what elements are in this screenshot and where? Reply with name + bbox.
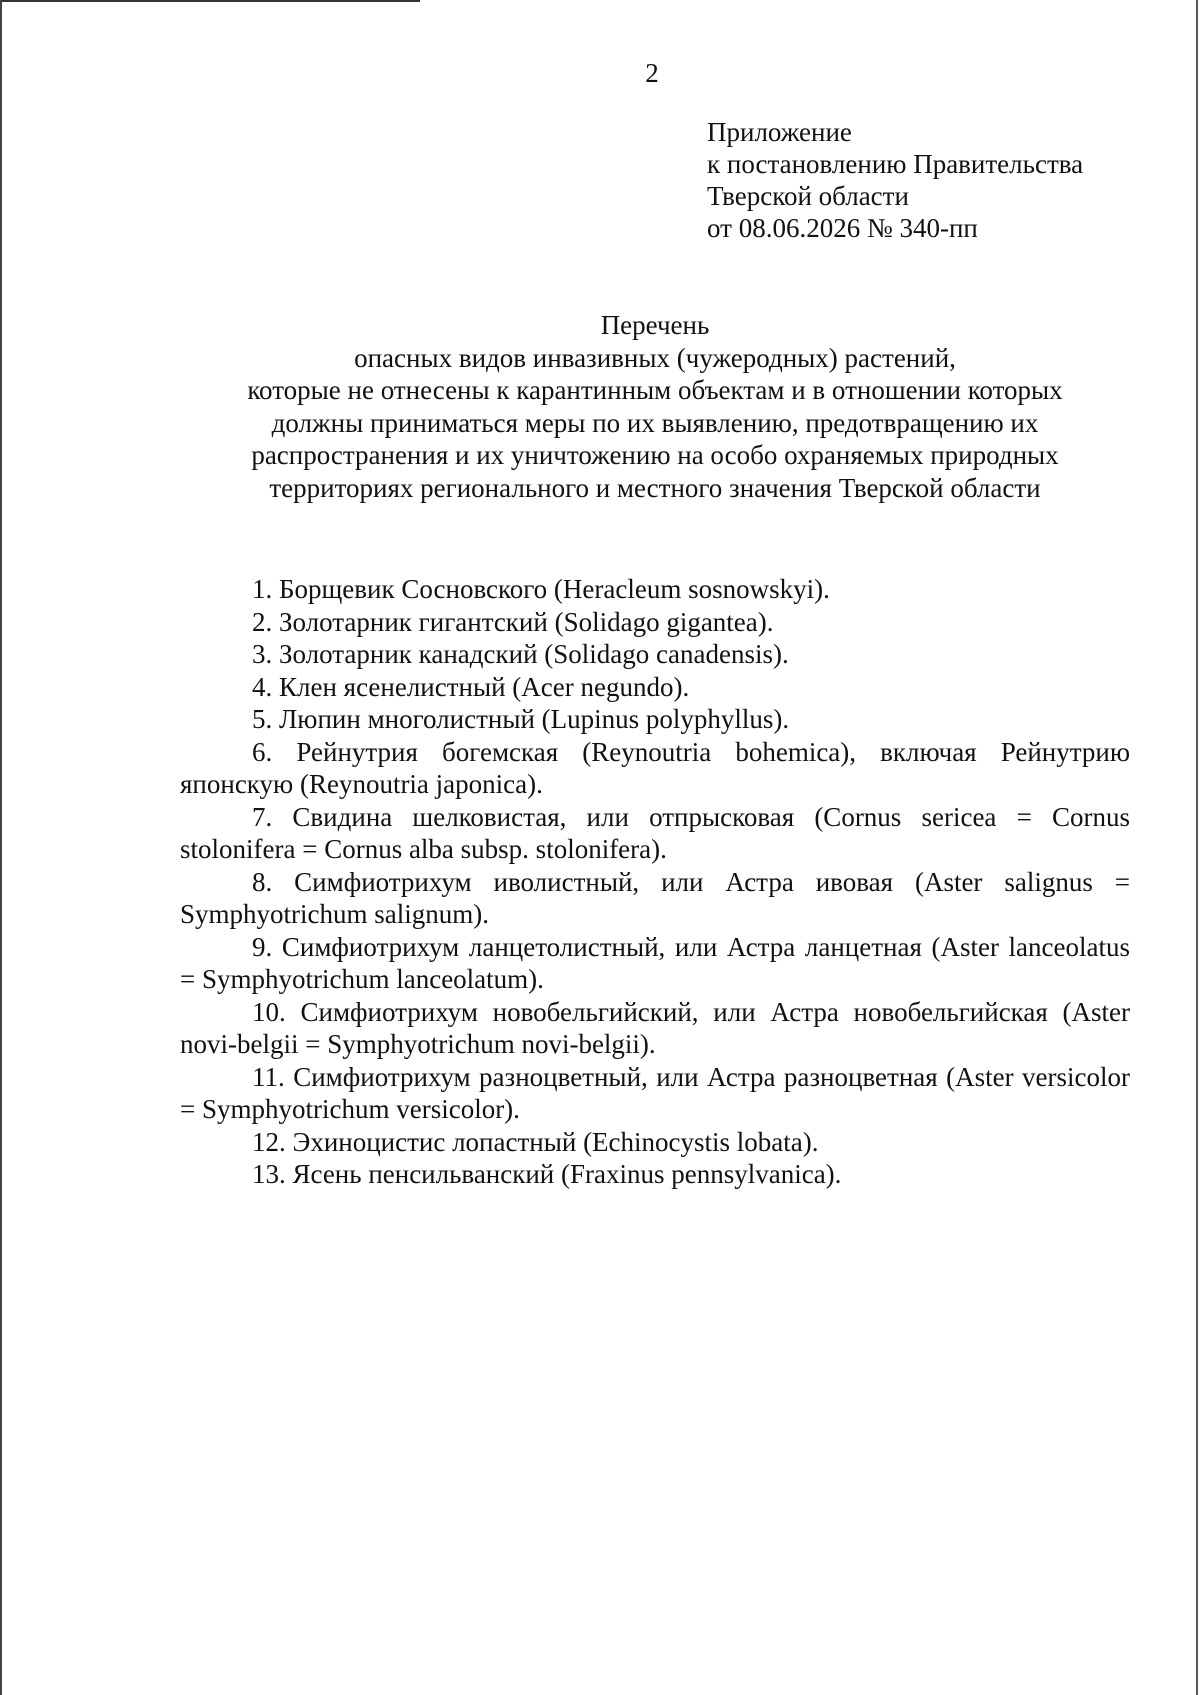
item-text: Ясень пенсильванский (Fraxinus pennsylvanica). (292, 1159, 842, 1189)
item-text: Клен ясенелистный (Acer negundo). (279, 671, 690, 702)
item-number: 13. (252, 1159, 286, 1189)
item-number: 10. (252, 996, 286, 1027)
item-text: Люпин многолистный (Lupinus polyphyllus). (279, 704, 790, 734)
item-number: 2. (252, 606, 273, 637)
document-heading (180, 309, 1130, 504)
list-item (180, 996, 1130, 1061)
appendix-block (707, 116, 1083, 244)
list-item (180, 638, 1130, 671)
item-number: 4. (252, 671, 273, 702)
scan-edge-top (0, 0, 420, 2)
item-text: Симфиотрихум новобельгийский, или Астра новобельгийская (Aster novi-belgii = Symphyotrichum novi-belgii). (180, 996, 1131, 1059)
heading-line: должны приниматься меры по их выявлению, предотвращению их (271, 407, 1039, 438)
list-item (180, 573, 1130, 606)
scan-edge-right (1196, 0, 1198, 1695)
appendix-line: к постановлению Правительства (707, 149, 1084, 179)
item-number: 8. (252, 866, 273, 897)
appendix-line: Приложение (707, 117, 852, 147)
list-item (180, 1061, 1130, 1126)
item-number: 7. (252, 801, 273, 832)
item-text: Свидина шелковистая, или отпрысковая (Cornus sericea = Cornus stolonifera = Cornus alba subsp. stolonifera). (180, 801, 1130, 864)
heading-line: распространения и их уничтожению на особо охраняемых природных (251, 440, 1059, 470)
appendix-line: от 08.06.2026 № 340-пп (707, 213, 978, 243)
item-number: 12. (252, 1126, 286, 1157)
item-text: Симфиотрихум иволистный, или Астра ивовая (Aster salignus = Symphyotrichum salignum). (180, 866, 1130, 929)
species-list (180, 573, 1130, 1191)
item-number: 11. (252, 1061, 285, 1092)
heading-line: опасных видов инвазивных (чужеродных) растений, (354, 342, 956, 373)
scan-edge-left (0, 0, 2, 1695)
list-item (180, 736, 1130, 801)
list-item (180, 1126, 1130, 1159)
item-text: Симфиотрихум разноцветный, или Астра разноцветная (Aster versicolor = Symphyotrichum versicolor). (180, 1061, 1131, 1124)
list-item (180, 1158, 1130, 1191)
appendix-line: Тверской области (707, 181, 909, 211)
page-number: 2 (645, 58, 659, 88)
item-number: 9. (252, 931, 273, 962)
list-item (180, 703, 1130, 736)
list-item (180, 801, 1130, 866)
item-number: 5. (252, 704, 273, 734)
item-number: 6. (252, 736, 273, 767)
heading-line: территориях регионального и местного значения Тверской области (269, 472, 1041, 503)
heading-line: которые не отнесены к карантинным объектам и в отношении которых (247, 375, 1063, 405)
list-item (180, 866, 1130, 931)
item-text: Симфиотрихум ланцетолистный, или Астра ланцетная (Aster lanceolatus = Symphyotrichum lanceolatum). (180, 931, 1131, 994)
item-text: Эхиноцистис лопастный (Echinocystis lobata). (292, 1126, 819, 1157)
item-text: Борщевик Сосновского (Heracleum sosnowskyi). (279, 574, 830, 604)
heading-title: Перечень (600, 310, 710, 340)
item-text: Золотарник канадский (Solidago canadensis). (279, 639, 789, 669)
item-text: Рейнутрия богемская (Reynoutria bohemica), включая Рейнутрию японскую (Reynoutria japonica). (180, 736, 1131, 799)
list-item (180, 671, 1130, 704)
list-item (180, 931, 1130, 996)
item-text: Золотарник гигантский (Solidago gigantea). (279, 606, 774, 637)
item-number: 3. (252, 639, 273, 669)
list-item (180, 606, 1130, 639)
item-number: 1. (252, 574, 273, 604)
